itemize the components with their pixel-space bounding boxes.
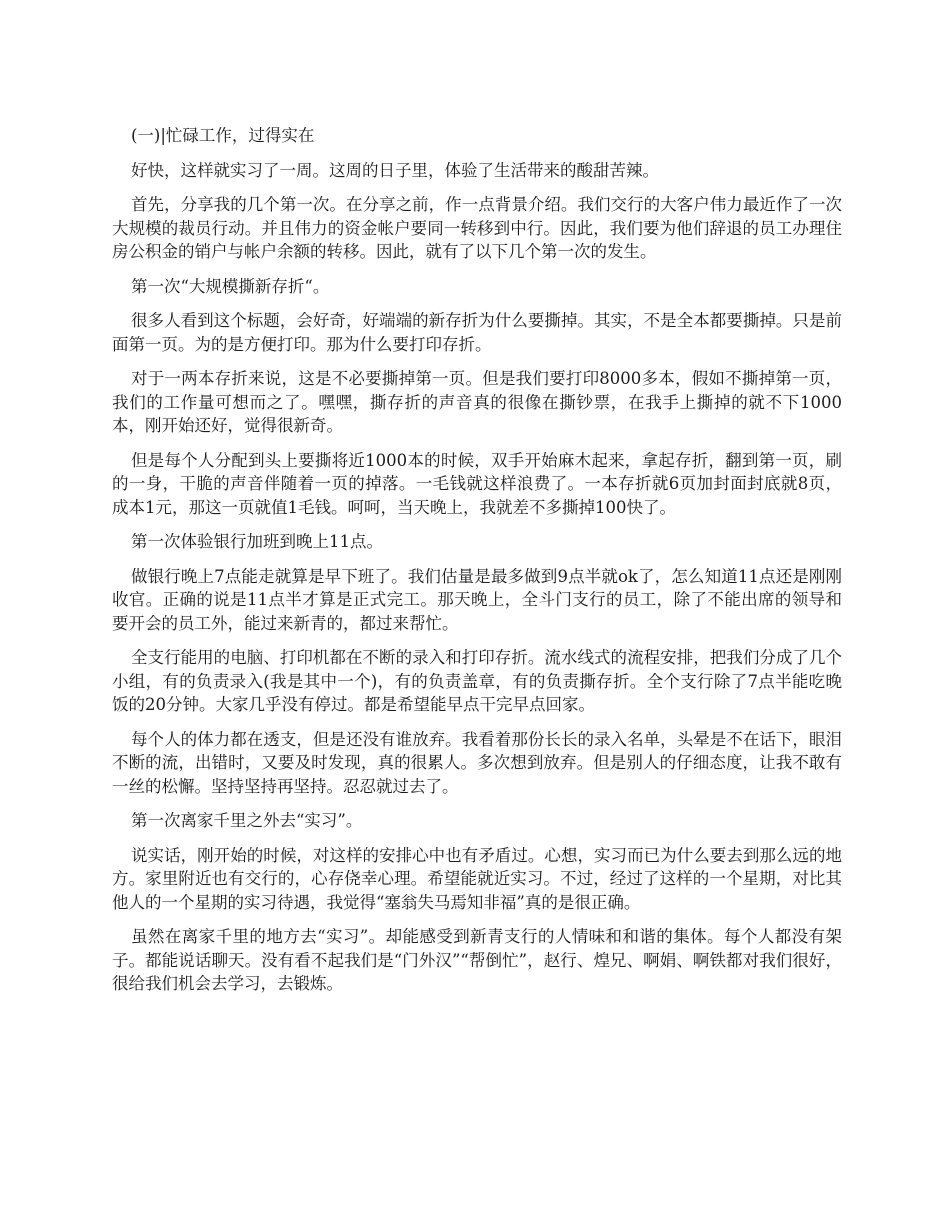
paragraph: 很多人看到这个标题，会好奇，好端端的新存折为什么要撕掉。其实，不是全本都要撕掉。只是前面第一页。为的是方便打印。那为什么要打印存折。 — [112, 311, 842, 354]
subheading-first-tear-passbooks: 第一次“大规模撕新存折“。 — [131, 276, 330, 296]
paragraph: 首先，分享我的几个第一次。在分享之前，作一点背景介绍。我们交行的大客户伟力最近作了一次大规模的裁员行动。并且伟力的资金帐户要同一转移到中行。因此，我们要为他们辞退的员工办理住房公积金的销户与帐户余额的转移。因此，就有了以下几个第一次的发生。 — [112, 195, 842, 261]
subheading-first-away-from-home: 第一次离家千里之外去“实习”。 — [131, 811, 363, 830]
subheading-first-overtime: 第一次体验银行加班到晚上11点。 — [131, 532, 383, 551]
document-body — [112, 124, 842, 1007]
paragraph: 好快，这样就实习了一周。这周的日子里，体验了生活带来的酸甜苦辣。 — [131, 160, 659, 180]
paragraph: 对于一两本存折来说，这是不必要撕掉第一页。但是我们要打印8000多本，假如不撕掉第一页，我们的工作量可想而之了。嘿嘿，撕存折的声音真的很像在撕钞票，在我手上撕掉的就不下1000本，刚开始还好，觉得很新奇。 — [112, 369, 842, 435]
paragraph: 每个人的体力都在透支，但是还没有谁放弃。我看着那份长长的录入名单，头晕是不在话下，眼泪不断的流，出错时，又要及时发现，真的很累人。多次想到放弃。但是别人的仔细态度，让我不敢有一丝的松懈。坚持坚持再坚持。忍忍就过去了。 — [112, 729, 842, 796]
paragraph: 说实话，刚开始的时候，对这样的安排心中也有矛盾过。心想，实习而已为什么要去到那么远的地方。家里附近也有交行的，心存侥幸心理。希望能就近实习。不过，经过了这样的一个星期，对比其他人的一个星期的实习待遇，我觉得“塞翁失马焉知非福”真的是很正确。 — [112, 845, 842, 912]
paragraph: 但是每个人分配到头上要撕将近1000本的时候，双手开始麻木起来，拿起存折，翻到第一页，刷的一身，干脆的声音伴随着一页的掉落。一毛钱就这样浪费了。一本存折就6页加封面封底就8页，成本1元，那这一页就值1毛钱。呵呵，当天晚上，我就差不多撕掉100快了。 — [112, 450, 842, 517]
paragraph: 虽然在离家千里的地方去“实习”。却能感受到新青支行的人情味和和谐的集体。每个人都没有架子。都能说话聊天。没有看不起我们是“门外汉”“帮倒忙”，赵行、煌兄、啊娟、啊铁都对我们很好，很给我们机会去学习，去锻炼。 — [112, 927, 842, 993]
paragraph: 全支行能用的电脑、打印机都在不断的录入和打印存折。流水线式的流程安排，把我们分成了几个小组，有的负责录入(我是其中一个)，有的负责盖章，有的负责撕存折。全个支行除了7点半能吃晚饭的20分钟。大家几乎没有停过。都是希望能早点干完早点回家。 — [112, 648, 842, 714]
section-heading: (一)|忙碌工作，过得实在 — [131, 126, 315, 145]
paragraph: 做银行晚上7点能走就算是早下班了。我们估量是最多做到9点半就ok了，怎么知道11点还是刚刚收官。正确的说是11点半才算是正式完工。那天晚上，全斗门支行的员工，除了不能出席的领导和要开会的员工外，能过来新青的，都过来帮忙。 — [112, 566, 842, 633]
